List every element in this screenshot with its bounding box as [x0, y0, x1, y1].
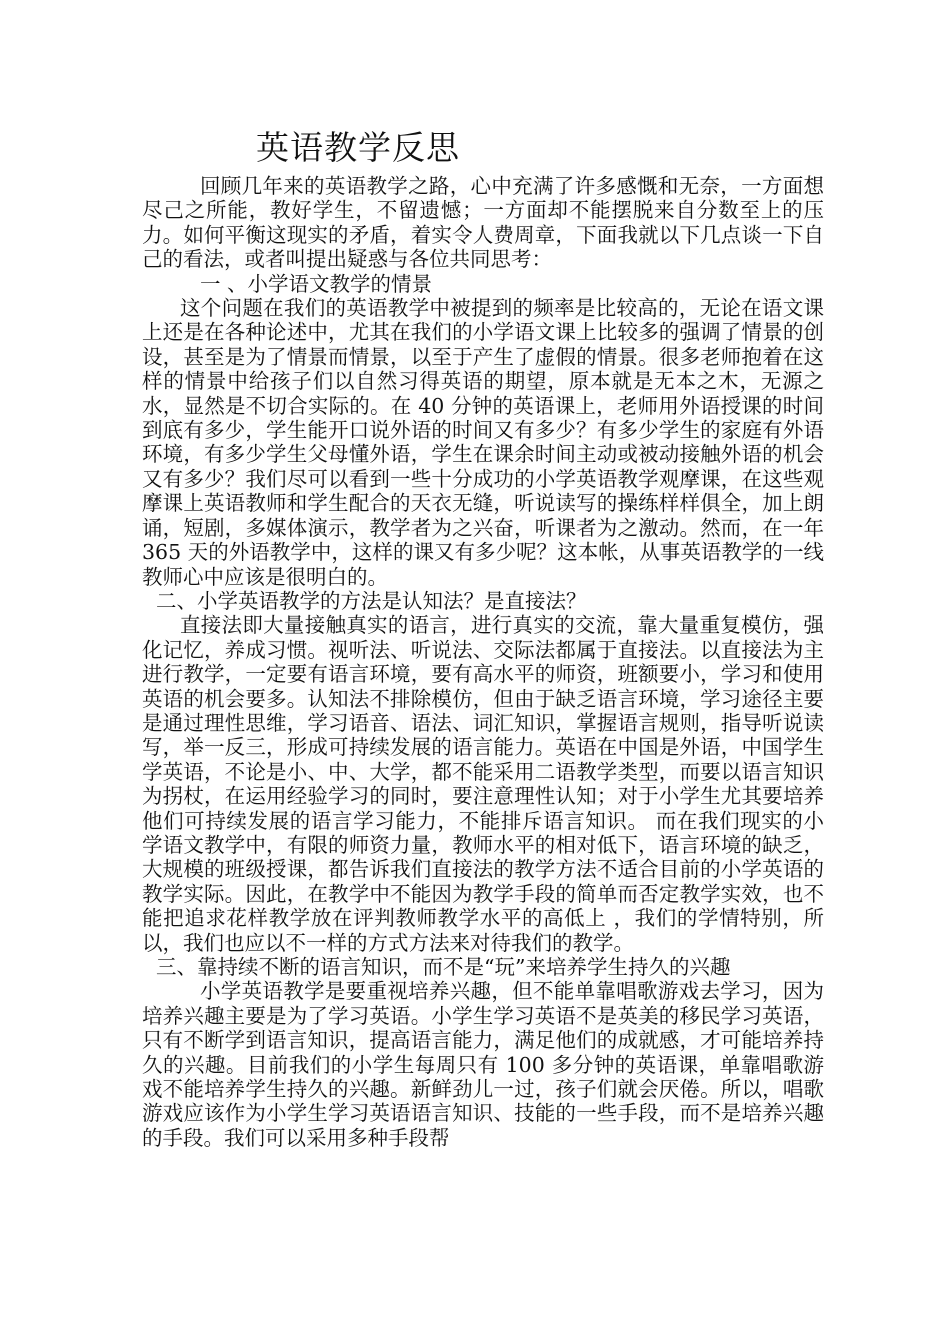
document-page [142, 126, 824, 1150]
section-1-body: 这个问题在我们的英语教学中被提到的频率是比较高的，无论在语文课上还是在各种论述中，尤其在我们的小学语文课上比较多的强调了情景的创设，甚至是为了情景而情景，以至于产生了虚假的情景。很多老师抱着在这样的情景中给孩子们以自然习得英语的期望，原本就是无本之木，无源之水，显然是不切合实际的。在 40 分钟的英语课上，老师用外语授课的时间到底有多少，学生能开口说外语的时间又有多少？有多少学生的家庭有外语环境，有多少学生父母懂外语，学生在课余时间主动或被动接触外语的机会又有多少？我们尽可以看到一些十分成功的小学英语教学观摩课，在这些观摩课上英语教师和学生配合的天衣无缝，听说读写的操练样样俱全，加上朗诵，短剧，多媒体演示，教学者为之兴奋，听课者为之激动。然而，在一年 365 天的外语教学中，这样的课又有多少呢？这本帐，从事英语教学的一线教师心中应该是很明白的。 [142, 296, 824, 589]
section-3-body: 小学英语教学是要重视培养兴趣，但不能单靠唱歌游戏去学习，因为培养兴趣主要是为了学习英语。小学生学习英语不是英美的移民学习英语，只有不断学到语言知识，提高语言能力，满足他们的成就感，才可能培养持久的兴趣。目前我们的小学生每周只有 100 多分钟的英语课，单靠唱歌游戏不能培养学生持久的兴趣。新鲜劲儿一过，孩子们就会厌倦。所以，唱歌游戏应该作为小学生学习英语语言知识、技能的一些手段，而不是培养兴趣的手段。我们可以采用多种手段帮 [142, 979, 824, 1150]
intro-paragraph: 回顾几年来的英语教学之路，心中充满了许多感慨和无奈，一方面想尽己之所能，教好学生，不留遗憾；一方面却不能摆脱来自分数至上的压力。如何平衡这现实的矛盾，着实令人费周章，下面我就以下几点谈一下自己的看法，或者叫提出疑惑与各位共同思考： [142, 174, 824, 272]
section-1-heading: 一 、小学语文教学的情景 [200, 271, 433, 296]
document-title: 英语教学反思 [256, 128, 460, 167]
section-2-body: 直接法即大量接触真实的语言，进行真实的交流，靠大量重复模仿，强化记忆，养成习惯。视听法、听说法、交际法都属于直接法。以直接法为主进行教学，一定要有语言环境，要有高水平的师资，班额要小，学习和使用英语的机会要多。认知法不排除模仿，但由于缺乏语言环境，学习途径主要是通过理性思维，学习语音、语法、词汇知识，掌握语言规则，指导听说读写，举一反三，形成可持续发展的语言能力。英语在中国是外语，中国学生学英语，不论是小、中、大学，都不能采用二语教学类型，而要以语言知识为拐杖，在运用经验学习的同时，要注意理性认知；对于小学生尤其要培养他们可持续发展的语言学习能力，不能排斥语言知识。 而在我们现实的小学语文教学中，有限的师资力量，教师水平的相对低下，语言环境的缺乏，大规模的班级授课，都告诉我们直接法的教学方法不适合目前的小学英语的教学实际。因此，在教学中不能因为教学手段的简单而否定教学实效，也不能把追求花样教学放在评判教师教学水平的高低上 ，我们的学情特别，所以，我们也应以不一样的方式方法来对待我们的教学。 [142, 613, 824, 955]
section-3-heading: 三、靠持续不断的语言知识，而不是“玩”来培养学生持久的兴趣 [156, 955, 731, 979]
section-2-heading: 二、小学英语教学的方法是认知法？是直接法？ [156, 588, 587, 613]
